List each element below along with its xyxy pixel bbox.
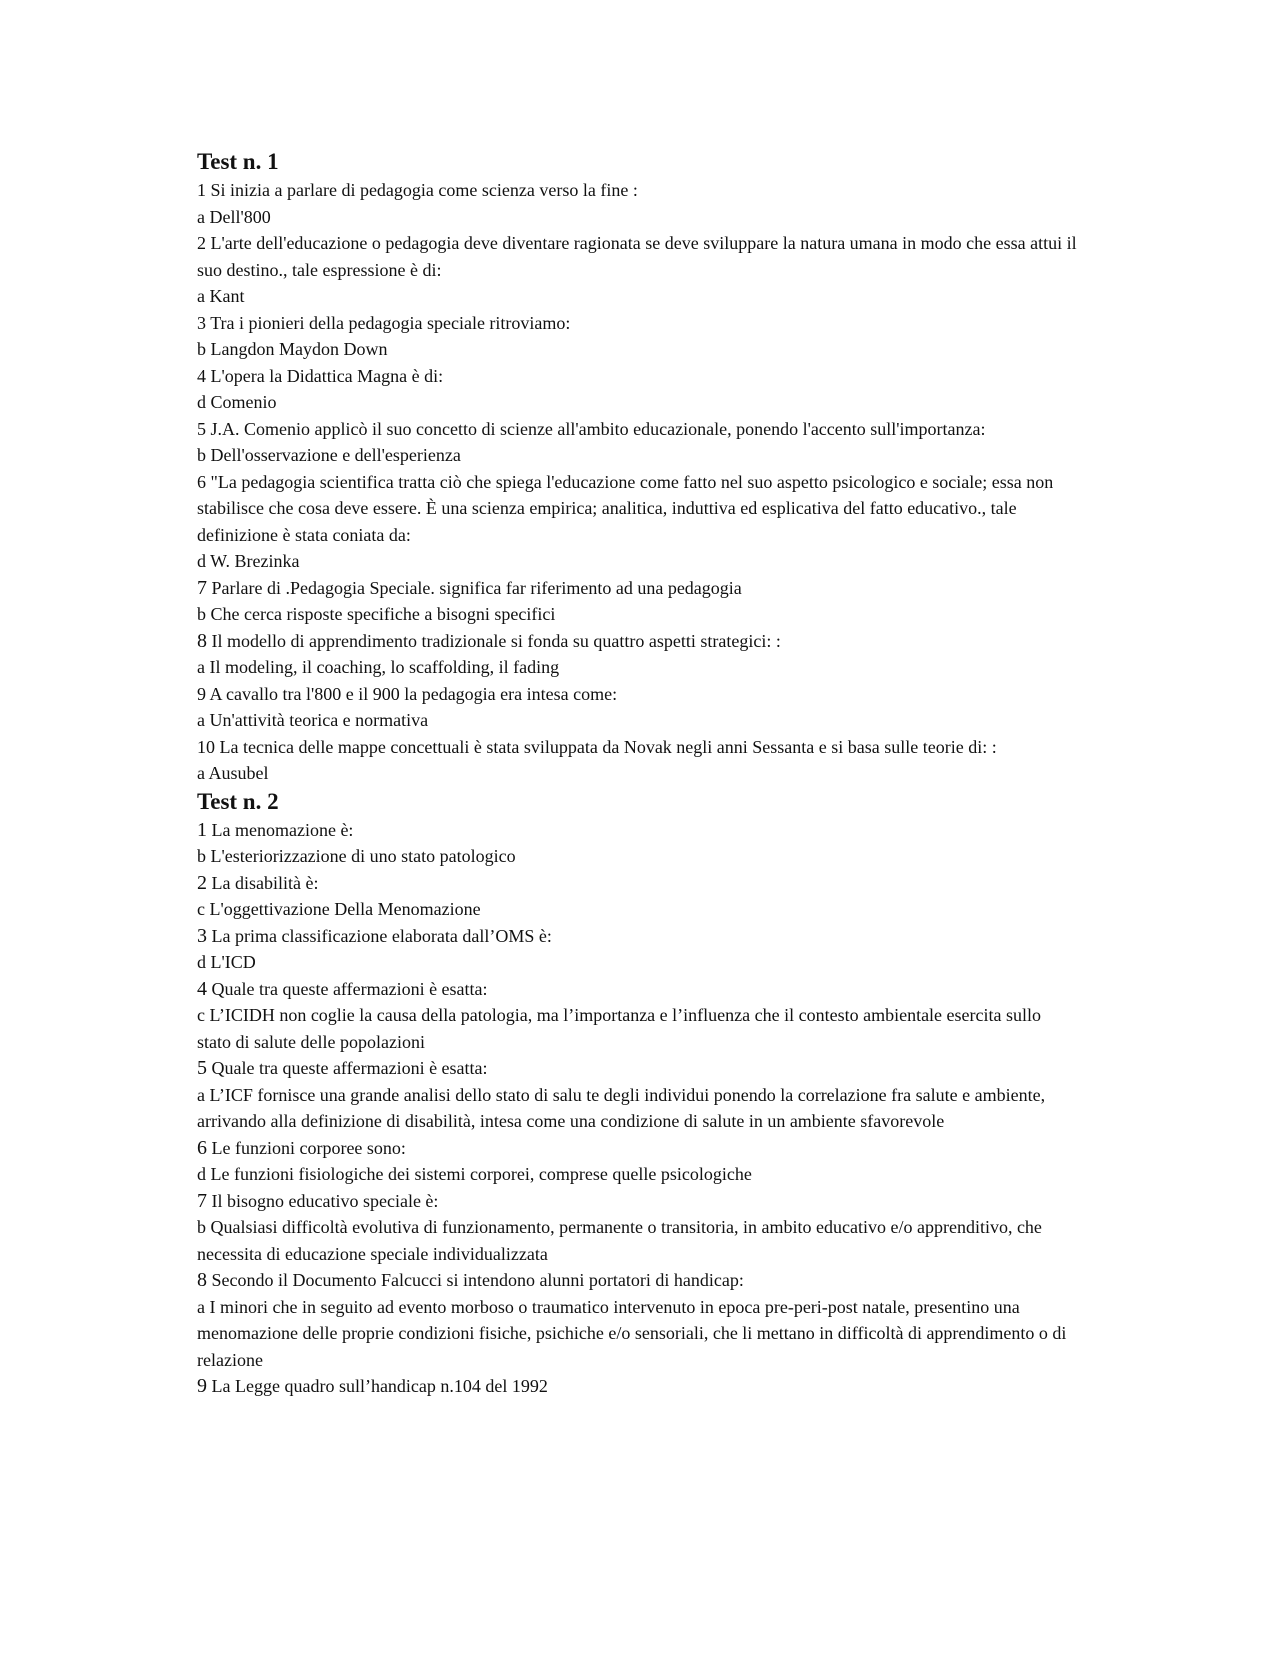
question-number: 2	[197, 233, 206, 253]
question	[197, 1188, 1077, 1215]
test-heading: Test n. 1	[197, 149, 279, 174]
answer: d W. Brezinka	[197, 551, 300, 571]
question-text: Il modello di apprendimento tradizionale si fonda su quattro aspetti strategici: :	[211, 630, 781, 651]
question	[197, 416, 1077, 443]
answer: a Ausubel	[197, 763, 269, 783]
question	[197, 363, 1077, 390]
question-number: 8	[197, 1269, 207, 1291]
question	[197, 817, 1077, 844]
answer: b L'esteriorizzazione di uno stato patologico	[197, 846, 516, 866]
question	[197, 310, 1077, 337]
question-number: 2	[197, 871, 207, 894]
answer: a Un'attività teorica e normativa	[197, 710, 429, 730]
question-text: "La pedagogia scientifica tratta ciò che spiega l'educazione come fatto nel suo aspetto psicologico e sociale; essa non stabilisce che cosa deve essere. È una scienza empirica; analitica, induttiva ed esplicativa del fatto educativo., tale definizione è stata coniata da:	[197, 471, 1054, 545]
answer: a L’ICF fornisce una grande analisi dello stato di salu te degli individui ponendo la correlazione fra salute e ambiente, arrivando alla definizione di disabilità, intesa come una condizione di salute in un ambiente sfavorevole	[197, 1084, 1046, 1131]
question-text: A cavallo tra l'800 e il 900 la pedagogia era intesa come:	[209, 683, 618, 704]
question-number: 3	[197, 312, 206, 333]
question-number: 8	[197, 629, 207, 652]
test-section-1	[197, 147, 1077, 787]
question-number: 1	[197, 818, 207, 841]
question-text: La prima classificazione elaborata dall’OMS è:	[211, 925, 552, 946]
question-number: 10	[197, 736, 215, 757]
question-text: Il bisogno educativo speciale è:	[211, 1190, 439, 1211]
question	[197, 734, 1077, 761]
question-number: 1	[197, 180, 206, 200]
question-number: 5	[197, 1057, 207, 1079]
answer: b Langdon Maydon Down	[197, 339, 388, 359]
answer: c L'oggettivazione Della Menomazione	[197, 899, 481, 919]
question-text: La disabilità è:	[211, 872, 319, 893]
question	[197, 230, 1077, 283]
question-number: 4	[197, 365, 206, 386]
answer: b Dell'osservazione e dell'esperienza	[197, 445, 461, 465]
test-heading: Test n. 2	[197, 788, 279, 814]
answer: c L’ICIDH non coglie la causa della patologia, ma l’importanza e l’influenza che il contesto ambientale esercita sullo stato di salute delle popolazioni	[197, 1005, 1042, 1052]
answer: b Che cerca risposte specifiche a bisogni specifici	[197, 604, 556, 624]
answer: d Le funzioni fisiologiche dei sistemi corporei, comprese quelle psicologiche	[197, 1164, 752, 1184]
question-text: Secondo il Documento Falcucci si intendono alunni portatori di handicap:	[211, 1270, 744, 1290]
question-number: 7	[197, 576, 207, 599]
question	[197, 1267, 1077, 1294]
question-text: Le funzioni corporee sono:	[211, 1137, 406, 1158]
test-section-2	[197, 787, 1077, 1400]
question-text: Quale tra queste affermazioni è esatta:	[211, 1058, 488, 1078]
question-text: Quale tra queste affermazioni è esatta:	[211, 978, 488, 999]
question-text: J.A. Comenio applicò il suo concetto di scienze all'ambito educazionale, ponendo l'accento sull'importanza:	[210, 418, 986, 439]
answer: d Comenio	[197, 392, 277, 412]
question-number: 7	[197, 1189, 207, 1212]
answer: a Il modeling, il coaching, lo scaffolding, il fading	[197, 657, 560, 677]
question-text: Tra i pionieri della pedagogia speciale ritroviamo:	[210, 312, 571, 333]
question-number: 9	[197, 1375, 207, 1397]
question-text: Si inizia a parlare di pedagogia come scienza verso la fine :	[210, 180, 638, 200]
question	[197, 628, 1077, 655]
question	[197, 870, 1077, 897]
question	[197, 923, 1077, 950]
answer: a Kant	[197, 286, 245, 306]
question-text: L'arte dell'educazione o pedagogia deve diventare ragionata se deve sviluppare la natura umana in modo che essa attui il suo destino., tale espressione è di:	[197, 233, 1077, 280]
answer: b Qualsiasi difficoltà evolutiva di funzionamento, permanente o transitoria, in ambito educativo e/o apprenditivo, che necessita di educazione speciale individualizzata	[197, 1217, 1042, 1264]
question-number: 3	[197, 924, 207, 947]
answer: d L'ICD	[197, 952, 256, 972]
question	[197, 1135, 1077, 1162]
question-number: 4	[197, 977, 207, 1000]
answer: a Dell'800	[197, 206, 271, 227]
question-text: La Legge quadro sull’handicap n.104 del 1992	[211, 1376, 548, 1396]
document-page	[197, 147, 1077, 1400]
question-text: L'opera la Didattica Magna è di:	[210, 365, 444, 386]
question-text: La tecnica delle mappe concettuali è stata sviluppata da Novak negli anni Sessanta e si basa sulle teorie di: :	[219, 736, 997, 757]
question-number: 5	[197, 418, 206, 439]
question-number: 6	[197, 471, 206, 492]
question-text: Parlare di .Pedagogia Speciale. significa far riferimento ad una pedagogia	[211, 577, 742, 598]
question-text: La menomazione è:	[211, 819, 354, 840]
question	[197, 177, 1077, 204]
question	[197, 575, 1077, 602]
question	[197, 681, 1077, 708]
question	[197, 469, 1077, 549]
question-number: 9	[197, 683, 206, 704]
question	[197, 976, 1077, 1003]
question	[197, 1373, 1077, 1400]
answer: a I minori che in seguito ad evento morboso o traumatico intervenuto in epoca pre-peri-post natale, presentino una menomazione delle proprie condizioni fisiche, psichiche e/o sensoriali, che li mettano in difficoltà di apprendimento o di relazione	[197, 1296, 1067, 1370]
question-number: 6	[197, 1136, 207, 1159]
question	[197, 1055, 1077, 1082]
